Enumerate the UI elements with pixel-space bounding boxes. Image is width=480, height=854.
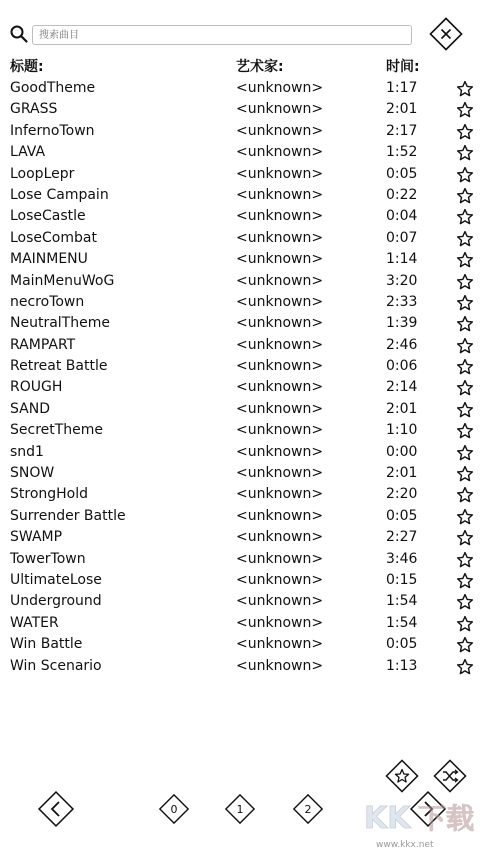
track-row[interactable] — [0, 399, 480, 420]
track-duration: 0:15 — [386, 571, 418, 588]
track-row[interactable] — [0, 185, 480, 206]
svg-text:下载: 下载 — [418, 802, 475, 835]
track-title: MainMenuWoG — [10, 272, 115, 289]
track-duration: 1:39 — [386, 315, 418, 332]
favorite-star-icon[interactable] — [456, 444, 474, 462]
top-bar — [0, 0, 480, 54]
track-artist: <unknown> — [236, 336, 324, 353]
track-row[interactable] — [0, 313, 480, 334]
track-duration: 3:46 — [386, 550, 418, 567]
track-title: necroTown — [10, 293, 85, 310]
track-row[interactable] — [0, 206, 480, 227]
track-artist: <unknown> — [236, 293, 324, 310]
favorite-star-icon[interactable] — [456, 401, 474, 419]
track-duration: 0:06 — [386, 358, 418, 375]
track-artist: <unknown> — [236, 422, 324, 439]
favorite-star-icon[interactable] — [456, 315, 474, 333]
favorite-star-icon[interactable] — [456, 379, 474, 397]
track-title: NeutralTheme — [10, 315, 110, 332]
page-button-label: 2 — [304, 802, 312, 816]
favorite-star-icon[interactable] — [456, 486, 474, 504]
favorite-star-icon[interactable] — [456, 572, 474, 590]
track-row[interactable] — [0, 634, 480, 655]
search-icon — [10, 25, 28, 43]
track-row[interactable] — [0, 613, 480, 634]
track-title: TowerTown — [10, 550, 86, 567]
track-title: LAVA — [10, 144, 46, 161]
track-artist: <unknown> — [236, 229, 324, 246]
track-artist: <unknown> — [236, 636, 324, 653]
track-title: SNOW — [10, 465, 55, 482]
favorite-star-icon[interactable] — [456, 358, 474, 376]
favorite-star-icon[interactable] — [456, 465, 474, 483]
track-duration: 1:17 — [386, 80, 418, 96]
favorite-star-icon[interactable] — [456, 208, 474, 226]
track-artist: <unknown> — [236, 122, 324, 139]
favorite-star-icon[interactable] — [456, 144, 474, 162]
track-title: UltimateLose — [10, 571, 102, 588]
track-title: ROUGH — [10, 379, 63, 396]
page-button-1[interactable] — [222, 791, 258, 827]
track-duration: 2:14 — [386, 379, 418, 396]
track-row[interactable] — [0, 228, 480, 249]
favorite-star-icon[interactable] — [456, 551, 474, 569]
track-artist: <unknown> — [236, 507, 324, 524]
track-row[interactable] — [0, 99, 480, 120]
track-row[interactable] — [0, 442, 480, 463]
track-artist: <unknown> — [236, 465, 324, 482]
favorite-star-icon[interactable] — [456, 337, 474, 355]
track-title: LoseCastle — [10, 208, 86, 225]
favorite-star-icon[interactable] — [456, 101, 474, 119]
track-row[interactable] — [0, 249, 480, 270]
favorite-star-icon[interactable] — [456, 294, 474, 312]
track-artist: <unknown> — [236, 400, 324, 417]
track-artist: <unknown> — [236, 657, 324, 674]
track-title: GRASS — [10, 101, 58, 118]
track-duration: 2:17 — [386, 122, 418, 139]
track-duration: 1:10 — [386, 422, 418, 439]
track-duration: 2:20 — [386, 486, 418, 503]
track-artist: <unknown> — [236, 208, 324, 225]
page-button-0[interactable] — [156, 791, 192, 827]
track-row[interactable] — [0, 656, 480, 677]
track-row[interactable] — [0, 164, 480, 185]
close-icon — [428, 16, 464, 52]
track-duration: 2:01 — [386, 465, 418, 482]
track-artist: <unknown> — [236, 379, 324, 396]
favorite-star-icon[interactable] — [456, 508, 474, 526]
page-button-label: 0 — [170, 802, 178, 816]
track-artist: <unknown> — [236, 571, 324, 588]
track-duration: 0:04 — [386, 208, 418, 225]
favorite-star-icon[interactable] — [456, 422, 474, 440]
track-title: Surrender Battle — [10, 507, 126, 524]
track-title: Win Battle — [10, 636, 83, 653]
track-row[interactable] — [0, 356, 480, 377]
column-title-header[interactable]: 标题: — [10, 59, 44, 75]
track-title: MAINMENU — [10, 251, 88, 268]
track-artist: <unknown> — [236, 101, 324, 118]
favorite-star-icon[interactable] — [456, 273, 474, 291]
previous-page-button[interactable] — [36, 789, 76, 829]
track-title: snd1 — [10, 443, 44, 460]
track-title: Lose Campain — [10, 186, 109, 203]
favorite-star-icon[interactable] — [456, 80, 474, 98]
search-input[interactable] — [32, 25, 412, 45]
track-title: LoopLepr — [10, 165, 75, 182]
track-duration: 2:01 — [386, 101, 418, 118]
track-artist: <unknown> — [236, 443, 324, 460]
track-row[interactable] — [0, 506, 480, 527]
track-duration: 0:05 — [386, 165, 418, 182]
track-artist: <unknown> — [236, 80, 324, 96]
track-row[interactable] — [0, 377, 480, 398]
svg-text:KK: KK — [364, 801, 411, 836]
track-duration: 0:05 — [386, 636, 418, 653]
track-duration: 0:07 — [386, 229, 418, 246]
track-row[interactable] — [0, 591, 480, 612]
page-button-label: 1 — [236, 802, 244, 816]
track-row[interactable] — [0, 78, 480, 99]
chevron-left-icon — [36, 789, 76, 829]
track-duration: 2:46 — [386, 336, 418, 353]
track-row[interactable] — [0, 271, 480, 292]
track-artist: <unknown> — [236, 144, 324, 161]
track-row[interactable] — [0, 484, 480, 505]
track-title: Win Scenario — [10, 657, 102, 674]
track-duration: 0:22 — [386, 186, 418, 203]
track-artist: <unknown> — [236, 486, 324, 503]
track-title: GoodTheme — [10, 80, 96, 96]
track-duration: 1:54 — [386, 614, 418, 631]
track-row[interactable] — [0, 142, 480, 163]
track-artist: <unknown> — [236, 272, 324, 289]
track-artist: <unknown> — [236, 315, 324, 332]
track-duration: 1:54 — [386, 593, 418, 610]
close-button[interactable] — [428, 16, 464, 52]
track-list — [0, 78, 480, 677]
track-title: RAMPART — [10, 336, 76, 353]
favorite-star-icon[interactable] — [456, 123, 474, 141]
track-duration: 1:14 — [386, 251, 418, 268]
favorite-star-icon[interactable] — [456, 615, 474, 633]
track-title: LoseCombat — [10, 229, 97, 246]
track-title: Retreat Battle — [10, 358, 108, 375]
track-artist: <unknown> — [236, 251, 324, 268]
track-title: SecretTheme — [10, 422, 104, 439]
track-artist: <unknown> — [236, 529, 324, 546]
track-row[interactable] — [0, 420, 480, 441]
track-title: SAND — [10, 400, 50, 417]
track-artist: <unknown> — [236, 593, 324, 610]
favorite-star-icon[interactable] — [456, 658, 474, 676]
track-artist: <unknown> — [236, 614, 324, 631]
track-row[interactable] — [0, 527, 480, 548]
favorite-star-icon[interactable] — [456, 166, 474, 184]
track-row[interactable] — [0, 292, 480, 313]
track-row[interactable] — [0, 549, 480, 570]
track-artist: <unknown> — [236, 550, 324, 567]
track-artist: <unknown> — [236, 186, 324, 203]
track-row[interactable] — [0, 335, 480, 356]
favorite-star-icon[interactable] — [456, 529, 474, 547]
track-row[interactable] — [0, 570, 480, 591]
track-title: Underground — [10, 593, 102, 610]
track-duration: 0:05 — [386, 507, 418, 524]
track-artist: <unknown> — [236, 165, 324, 182]
favorite-star-icon[interactable] — [456, 187, 474, 205]
favorite-star-icon[interactable] — [456, 251, 474, 269]
track-duration: 3:20 — [386, 272, 418, 289]
column-time-header[interactable]: 时间: — [386, 59, 420, 75]
track-duration: 2:33 — [386, 293, 418, 310]
track-title: WATER — [10, 614, 59, 631]
track-title: InfernoTown — [10, 122, 95, 139]
track-row[interactable] — [0, 463, 480, 484]
page-button-2[interactable] — [290, 791, 326, 827]
favorite-star-icon[interactable] — [456, 230, 474, 248]
track-duration: 0:00 — [386, 443, 418, 460]
column-artist-header[interactable]: 艺术家: — [236, 59, 284, 75]
track-duration: 2:01 — [386, 400, 418, 417]
track-title: StrongHold — [10, 486, 89, 503]
track-duration: 1:52 — [386, 144, 418, 161]
favorite-star-icon[interactable] — [456, 593, 474, 611]
track-duration: 2:27 — [386, 529, 418, 546]
track-artist: <unknown> — [236, 358, 324, 375]
track-duration: 1:13 — [386, 657, 418, 674]
watermark-url: www.kkx.net — [376, 840, 434, 850]
favorite-star-icon[interactable] — [456, 636, 474, 654]
track-row[interactable] — [0, 121, 480, 142]
column-header — [0, 56, 480, 76]
track-title: SWAMP — [10, 529, 63, 546]
